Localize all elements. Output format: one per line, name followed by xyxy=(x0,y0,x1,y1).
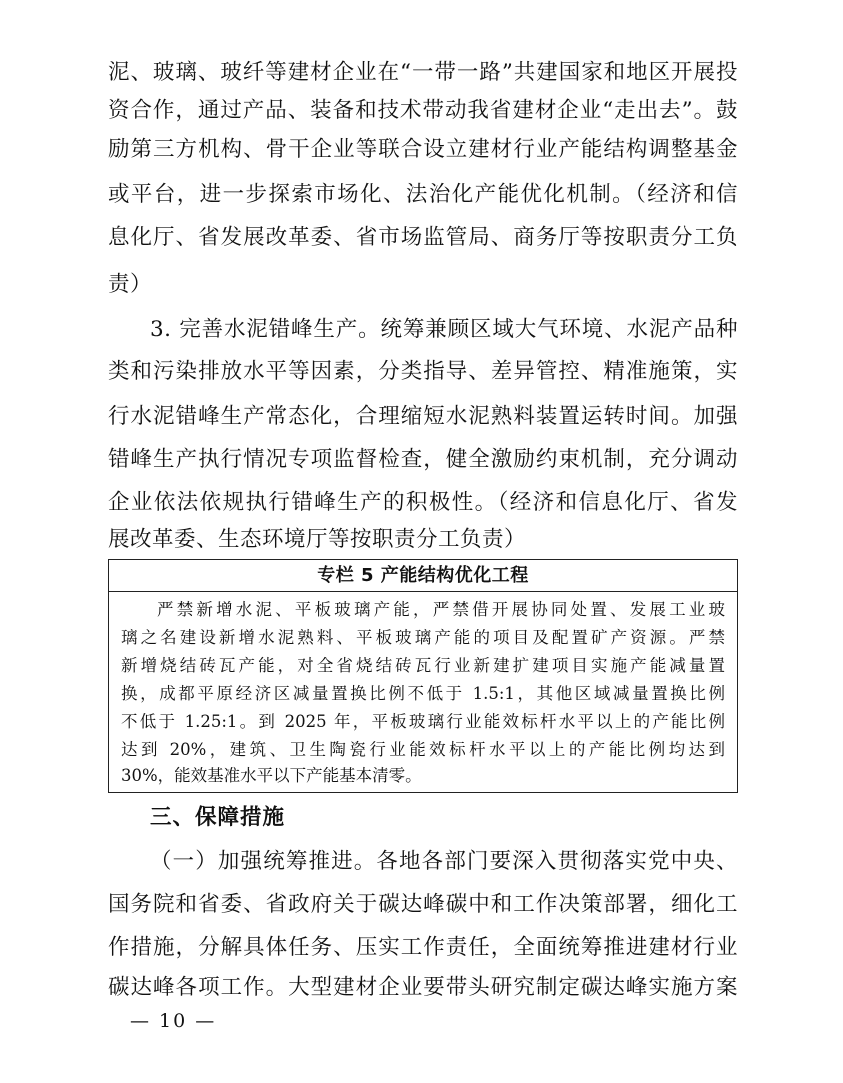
section-heading: 三、保障措施 xyxy=(150,805,286,830)
page-number: — 10 — xyxy=(130,1010,217,1032)
feature-box-line: 新增烧结砖瓦产能，对全省烧结砖瓦行业新建扩建项目实施产能减量置 xyxy=(121,656,725,675)
paragraph-line: 泥、玻璃、玻纤等建材企业在“一带一路”共建国家和地区开展投 xyxy=(108,60,738,85)
paragraph-line: 国务院和省委、省政府关于碳达峰碳中和工作决策部署，细化工 xyxy=(108,892,738,917)
paragraph-line: （一）加强统筹推进。各地各部门要深入贯彻落实党中央、 xyxy=(150,849,738,874)
feature-box-line: 达到 20%，建筑、卫生陶瓷行业能效标杆水平以上的产能比例均达到 xyxy=(121,740,725,759)
feature-box-line: 换，成都平原经济区减量置换比例不低于 1.5:1，其他区域减量置换比例 xyxy=(121,684,725,703)
feature-box-line: 璃之名建设新增水泥熟料、平板玻璃产能的项目及配置矿产资源。严禁 xyxy=(121,628,725,647)
paragraph-line: 企业依法依规执行错峰生产的积极性。（经济和信息化厅、省发 xyxy=(108,490,738,515)
paragraph-line: 息化厅、省发展改革委、省市场监管局、商务厅等按职责分工负 xyxy=(108,225,738,250)
feature-box-line: 30%，能效基准水平以下产能基本清零。 xyxy=(121,766,422,785)
paragraph-line: 3. 完善水泥错峰生产。统筹兼顾区域大气环境、水泥产品种 xyxy=(150,317,738,342)
paragraph-line: 励第三方机构、骨干企业等联合设立建材行业产能结构调整基金 xyxy=(108,137,738,162)
paragraph-line: 行水泥错峰生产常态化，合理缩短水泥熟料装置运转时间。加强 xyxy=(108,404,738,429)
paragraph-line: 碳达峰各项工作。大型建材企业要带头研究制定碳达峰实施方案 xyxy=(108,975,738,1000)
paragraph-line: 作措施，分解具体任务、压实工作责任，全面统筹推进建材行业 xyxy=(108,935,738,960)
paragraph-line: 或平台，进一步探索市场化、法治化产能优化机制。（经济和信 xyxy=(108,182,738,207)
feature-box-line: 不低于 1.25:1。到 2025 年，平板玻璃行业能效标杆水平以上的产能比例 xyxy=(121,712,725,731)
paragraph-line: 类和污染排放水平等因素，分类指导、差异管控、精准施策，实 xyxy=(108,359,738,384)
paragraph-line: 展改革委、生态环境厅等按职责分工负责） xyxy=(108,527,527,552)
feature-box-line: 严禁新增水泥、平板玻璃产能，严禁借开展协同处置、发展工业玻 xyxy=(157,600,725,619)
paragraph-line: 资合作，通过产品、装备和技术带动我省建材企业“走出去”。鼓 xyxy=(108,98,738,123)
feature-box-title: 专栏 5 产能结构优化工程 xyxy=(109,560,737,592)
paragraph-line: 责） xyxy=(108,272,153,297)
paragraph-line: 错峰生产执行情况专项监督检查，健全激励约束机制，充分调动 xyxy=(108,447,738,472)
feature-box xyxy=(108,559,738,793)
